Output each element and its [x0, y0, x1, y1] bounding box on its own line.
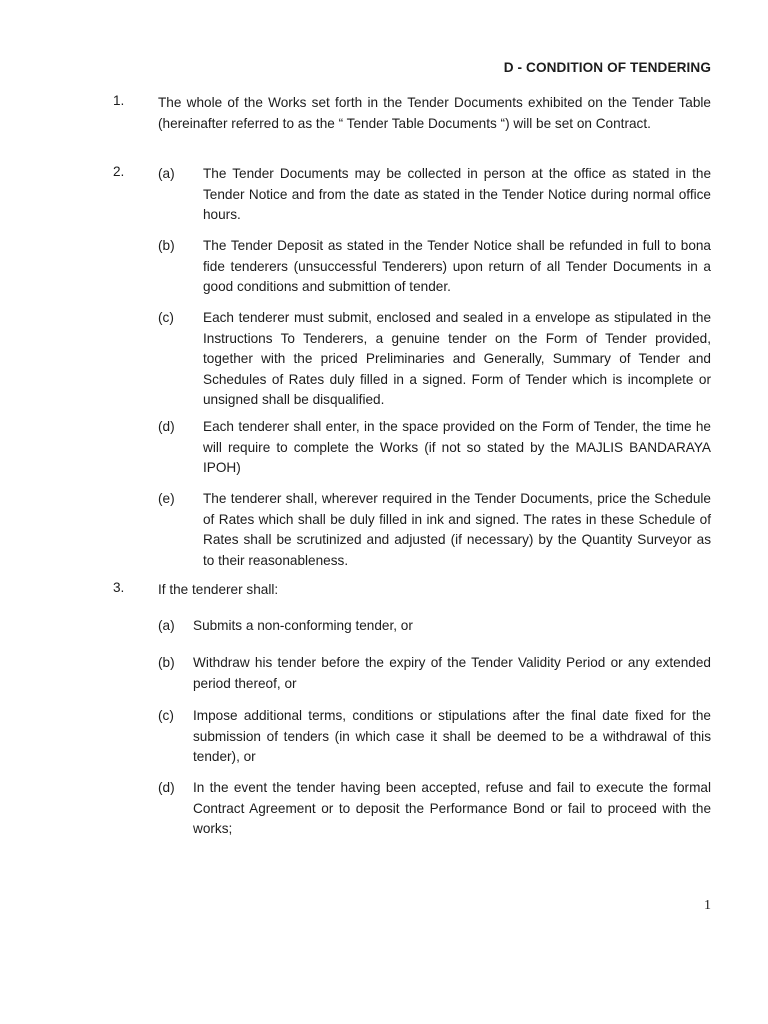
clause-text: The whole of the Works set forth in the Tender Documents exhibited on the Tender Table (hereinafter referred to as the “ Tender Table Documents “) will be set on Contract.	[158, 95, 711, 131]
sub-letter: (a)	[158, 618, 175, 633]
sub-letter: (a)	[158, 166, 175, 181]
sub-text: Submits a non-conforming tender, or	[193, 618, 413, 633]
sub-letter: (c)	[158, 708, 174, 723]
sub-letter: (d)	[158, 780, 175, 795]
clause-text: If the tenderer shall:	[158, 582, 279, 597]
sub-letter: (c)	[158, 310, 174, 325]
page-number: 1	[704, 898, 711, 913]
sub-text: The tenderer shall, wherever required in the Tender Documents, price the Schedule of Rates which shall be duly filled in ink and signed. The rates in these Schedule of Rates shall be scrutinized and adjusted (if necessary) by the Quantity Surveyor as to their reasonableness.	[203, 491, 711, 568]
sub-text: In the event the tender having been accepted, refuse and fail to execute the formal Contract Agreement or to deposit the Performance Bond or fail to proceed with the works;	[193, 780, 711, 836]
clause-number: 1.	[113, 93, 125, 108]
sub-letter: (d)	[158, 419, 175, 434]
clause-number: 3.	[113, 580, 125, 595]
sub-letter: (b)	[158, 655, 175, 670]
clause-number: 2.	[113, 164, 125, 179]
sub-text: Each tenderer must submit, enclosed and sealed in a envelope as stipulated in the Instructions To Tenderers, a genuine tender on the Form of Tender provided, together with the priced Preliminaries and Generally, Summary of Tender and Schedules of Rates duly filled in a signed. Form of Tender which is incomplete or unsigned shall be disqualified.	[203, 310, 711, 407]
sub-text: Withdraw his tender before the expiry of the Tender Validity Period or any extended period thereof, or	[193, 655, 711, 691]
sub-text: Impose additional terms, conditions or stipulations after the final date fixed for the submission of tenders (in which case it shall be deemed to be a withdrawal of this tender), or	[193, 708, 711, 764]
sub-letter: (e)	[158, 491, 175, 506]
document-title: D - CONDITION OF TENDERING	[503, 60, 711, 75]
sub-text: The Tender Deposit as stated in the Tender Notice shall be refunded in full to bona fide tenderers (unsuccessful Tenderers) upon return of all Tender Documents in a good conditions and submittion of tender.	[203, 238, 711, 294]
sub-letter: (b)	[158, 238, 175, 253]
sub-text: The Tender Documents may be collected in person at the office as stated in the Tender Notice and from the date as stated in the Tender Notice during normal office hours.	[203, 166, 711, 222]
sub-text: Each tenderer shall enter, in the space provided on the Form of Tender, the time he will require to complete the Works (if not so stated by the MAJLIS BANDARAYA IPOH)	[203, 419, 711, 475]
